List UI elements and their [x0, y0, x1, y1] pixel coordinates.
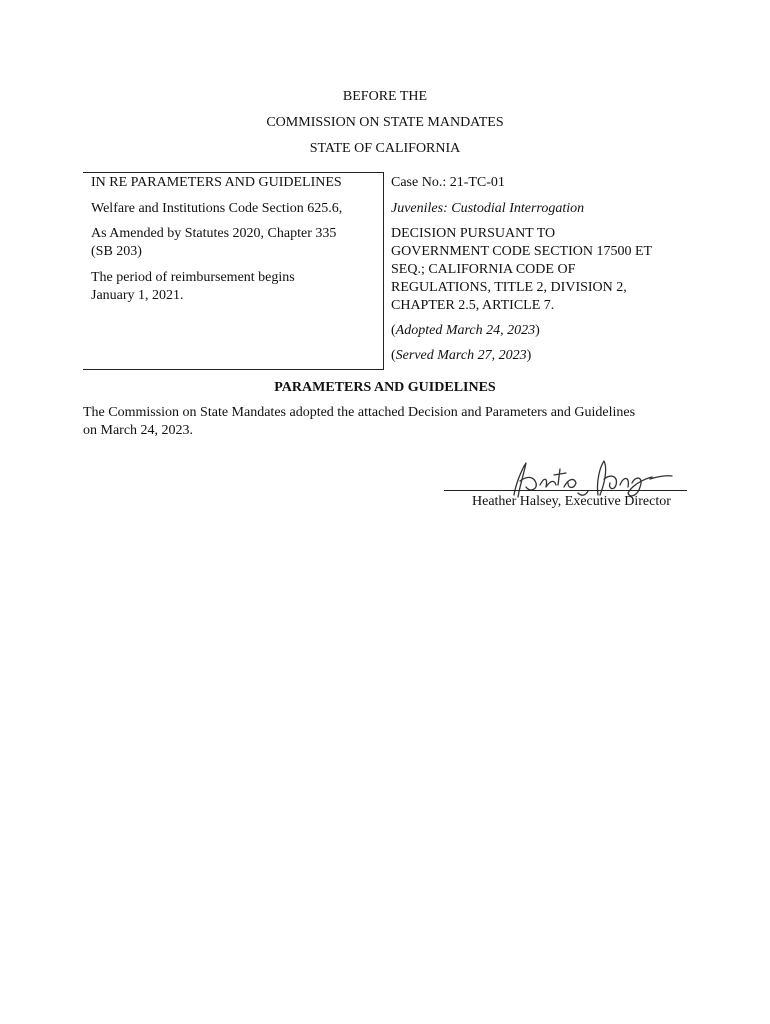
signature-line — [444, 490, 687, 491]
body-line-1: The Commission on State Mandates adopted the attached Decision and Parameters and Guidelines — [83, 405, 636, 420]
case-number: Case No.: 21-TC-01 — [391, 175, 505, 190]
adopted-date: (Adopted March 24, 2023) — [391, 323, 540, 338]
body-line-2: on March 24, 2023. — [83, 423, 194, 438]
section-title: PARAMETERS AND GUIDELINES — [274, 380, 496, 395]
signatory-name-title: Heather Halsey, Executive Director — [472, 494, 671, 509]
period-line-1: The period of reimbursement begins — [91, 270, 295, 285]
caption-title: IN RE PARAMETERS AND GUIDELINES — [91, 175, 342, 190]
adopted-date-text: Adopted March 24, 2023 — [395, 323, 536, 338]
amended-line-2: (SB 203) — [91, 244, 142, 259]
decision-line-3: SEQ.; CALIFORNIA CODE OF — [391, 262, 576, 277]
served-date: (Served March 27, 2023) — [391, 348, 532, 363]
header-before-the: BEFORE THE — [342, 89, 428, 104]
caption-vertical-rule — [383, 172, 384, 370]
header-state: STATE OF CALIFORNIA — [309, 141, 461, 156]
caption-top-rule — [83, 172, 383, 173]
decision-line-2: GOVERNMENT CODE SECTION 17500 ET — [391, 244, 653, 259]
amended-line-1: As Amended by Statutes 2020, Chapter 335 — [91, 226, 337, 241]
decision-line-5: CHAPTER 2.5, ARTICLE 7. — [391, 298, 555, 313]
header-commission: COMMISSION ON STATE MANDATES — [266, 115, 504, 130]
case-name: Juveniles: Custodial Interrogation — [391, 201, 585, 216]
caption-bottom-rule — [83, 369, 383, 370]
served-date-text: Served March 27, 2023 — [395, 348, 527, 363]
decision-line-4: REGULATIONS, TITLE 2, DIVISION 2, — [391, 280, 627, 295]
code-section: Welfare and Institutions Code Section 625.6, — [91, 201, 343, 216]
decision-line-1: DECISION PURSUANT TO — [391, 226, 556, 241]
period-line-2: January 1, 2021. — [91, 288, 184, 303]
